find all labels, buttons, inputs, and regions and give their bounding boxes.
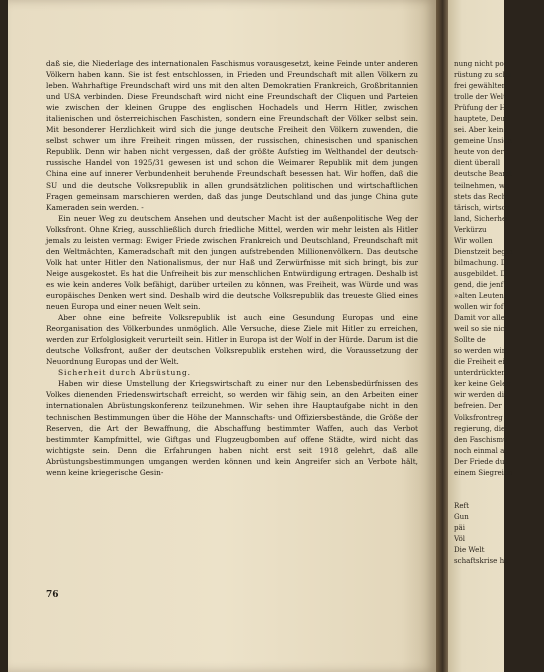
- right-page-line: Verkürzu: [454, 224, 487, 234]
- right-page-line: so werden wir: [454, 346, 506, 356]
- right-page-line: stets das Recht: [454, 191, 510, 201]
- page-number: 76: [46, 590, 59, 600]
- right-page-line: Reft: [454, 500, 470, 510]
- right-page-line: weil so sie nic: [454, 324, 505, 334]
- right-page-line: einem Siegreich: [454, 467, 513, 477]
- right-page-line: unterdrückten.: [454, 368, 509, 378]
- right-page-line: Der Friede du: [454, 456, 505, 466]
- section-heading: Sicherheit durch Abrüstung.: [58, 368, 191, 378]
- body-text: [46, 58, 418, 478]
- right-page-line: Dienstzeit begin: [454, 246, 513, 256]
- right-page-line: den Faschismu: [454, 434, 508, 444]
- right-page-line: regierung, die: [454, 423, 506, 433]
- right-page-line: Die Welt: [454, 545, 485, 555]
- right-page-line: wir werden di: [454, 390, 505, 400]
- right-page-line: die Freiheit ei: [454, 357, 505, 367]
- right-page-text: [454, 58, 544, 566]
- paragraph: Ein neuer Weg zu deutschem Ansehen und deutscher Macht ist der außenpolitische Weg der Volksfront. Ohne Krieg, ausschließlich durch friedliche Mittel, werden wir mehr leisten als Hitler jemals zu leisten vermag: Ewiger Friede zwischen Frankreich und Deutschland, Freundschaft mit den Weltmächten, Kameradschaft mit den jungen aufstrebenden Millionenvölkern. Das deutsche Volk hat unter Hitler den Nationalismus, der nur Haß und Zerwürfnisse mit sich bringt, bis zur Neige ausgekostet. Es hat die Unfreiheit bis zur menschlichen Entwürdigung ertragen. Deshalb ist es wie kein anderes Volk befähigt, darüber urteilen zu können, was Freiheit, was Würde und was europäisches Denken wert sind. Deshalb wird die deutsche Volksrepublik das treueste Glied eines neuen Europa und einer neuen Welt sein.: [46, 213, 418, 312]
- right-page-line: päi: [454, 522, 466, 532]
- right-page: [448, 0, 513, 672]
- right-page-line: bilmachung. Di: [454, 257, 509, 267]
- right-page-line: Volksfrontreg: [454, 412, 503, 422]
- right-page-line: »alten Leuten«: [454, 290, 509, 300]
- right-page-line: befreien. Der: [454, 401, 502, 411]
- right-page-line: Prüfung der H: [454, 103, 506, 113]
- right-page-line: schaftskrise ha: [454, 556, 509, 566]
- right-page-line: frei gewählten: [454, 81, 507, 91]
- right-page-line: gend, die jenf: [454, 279, 504, 289]
- right-page-line: wollen wir fof: [454, 302, 504, 312]
- right-page-line: Völ: [454, 534, 466, 544]
- right-page-line: Damit vor alle: [454, 313, 505, 323]
- right-page-line: land, Sicherhei: [454, 213, 509, 223]
- right-page-line: sei. Aber keine: [454, 125, 508, 135]
- right-page-line: trolle der Welt: [454, 92, 506, 102]
- left-page: [8, 0, 436, 672]
- right-page-line: noch einmal a: [454, 445, 505, 455]
- right-page-line: dient überall: [454, 158, 501, 168]
- paragraph: daß sie, die Niederlage des internationalen Faschismus vorausgesetzt, keine Feinde unter anderen Völkern haben kann. Sie ist fest entschlossen, in Frieden und Freundschaft mit allen Völkern zu leben. Wahrhaftige Freundschaft wird uns mit den alten Demokratien Frankreich, Großbritannien und USA verbinden. Diese Freundschaft wird nicht eine Freundschaft der Cliquen und Parteien wie zwischen der kleinen Gruppe des englischen Hochadels und Herrn Hitler, zwischen italienischen und österreichischen Faschisten, sondern eine Freundschaft der Völker selbst sein. Mit besonderer Herzlichkeit wird sich die junge deutsche Freiheit den Völkern zuwenden, die selbst schwer um ihre Freiheit ringen müssen, der russischen, chinesischen und spanischen Republik. Denn wir haben nicht vergessen, daß der größte Aufstieg im Welthandel der deutsch-russische Handel von 1925/31 gewesen ist und schon die Weimarer Republik mit dem jungen China eine auf innerer Verbundenheit beruhende Freundschaft besessen hat. Wir hoffen, daß die SU und die deutsche Volksrepublik in allen grundsätzlichen politischen und wirtschaftlichen Fragen gemeinsam marschieren werden, daß das junge Deutschland und das junge China gute Kameraden sein werden. -: [46, 59, 418, 212]
- right-page-line: [454, 489, 544, 500]
- paragraph: Haben wir diese Umstellung der Kriegswirtschaft zu einer nur den Lebensbedürfnissen des Volkes dienenden Friedenswirtschaft erreicht, so werden wir fähig sein, an den Arbeiten einer internationalen Abrüstungskonferenz teilzunehmen. Wir sehen ihre Hauptaufgabe nicht in den technischen Bestimmungen über die Höhe der Mannschafts- und Offiziersbestände, die Größe der Reserven, die Art der Bewaffnung, die Abschaffung bestimmter Waffen, auch das Verbot bestimmter Kampfmittel, wie Giftgas und Flugzeugbomben auf offene Städte, wird nicht das wichtigste sein. Denn die Erfahrungen haben nicht erst seit 1918 gelehrt, daß alle Abrüstungsbestimmungen umgangen werden können und kein Angreifer sich an Verbote hält, wenn keine kriegerische Gesin-: [46, 379, 418, 477]
- right-page-line: deutsche Beamt: [454, 169, 513, 179]
- paragraph: Aber ohne eine befreite Volksrepublik ist auch eine Gesundung Europas und eine Reorganisation des Völkerbundes unmöglich. Alle Versuche, diese Ziele mit Hitler zu erreichen, werden zur Erfolglosigkeit verurteilt sein. Hitler in Europa ist der Wolf in der Hürde. Darum ist die deutsche Volksfront, außer der deutschen Volksrepublik erstehen wird, die Voraussetzung der Neuordnung Europas und der Welt.: [46, 313, 418, 367]
- right-page-line: Gun: [454, 511, 469, 521]
- right-page-line: teilnehmen, we: [454, 180, 510, 190]
- right-page-line: nung nicht po: [454, 59, 504, 68]
- right-page-line: tärisch, wirtsch: [454, 202, 511, 212]
- right-page-line: ausgebildet. D: [454, 268, 507, 278]
- right-page-line: Sollte de: [454, 335, 486, 345]
- right-page-line: [454, 478, 544, 489]
- right-page-line: ker keine Geleg: [454, 379, 511, 389]
- right-page-line: Wir wollen: [454, 235, 493, 245]
- right-page-line: heute von der: [454, 147, 504, 157]
- book-gutter: [436, 0, 448, 672]
- right-page-line: hauptete, Deutl: [454, 114, 511, 124]
- right-page-line: gemeine Unsich: [454, 136, 512, 146]
- right-page-line: rüstung zu scha: [454, 70, 512, 80]
